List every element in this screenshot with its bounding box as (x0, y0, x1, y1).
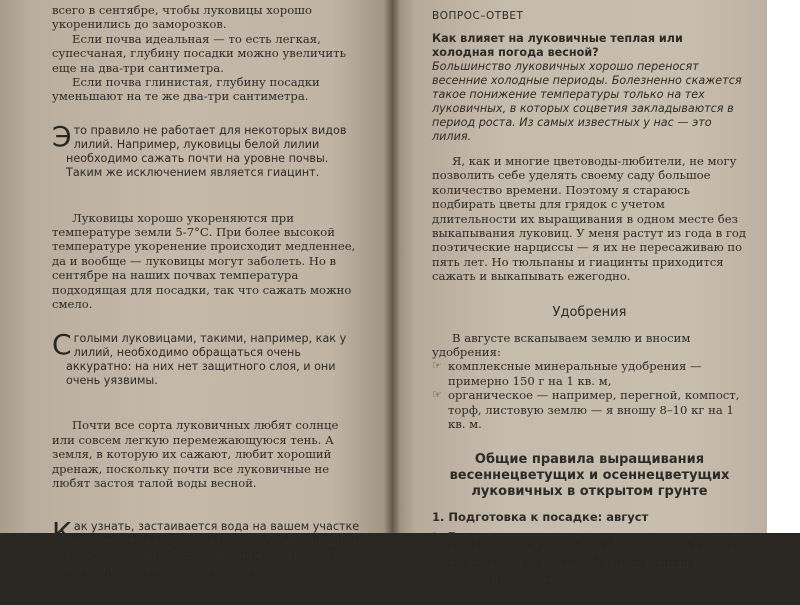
section-heading: Удобрения (552, 304, 627, 320)
paragraph: Луковицы хорошо укореняются при температуре земли 5-7°С. При более высокой температуре укоренение происходит медленнее, да и вообще — луковицы могут заболеть. Но в сентябре на наших почвах температура подходящая для посадки, так что сажать можно смело. (52, 210, 356, 312)
callout-text: голыми луковицами, такими, например, как у лилий, необходимо обращаться очень аккуратно: на них нет защитного слоя, и они очень уязвимы. (66, 331, 347, 388)
right-page (392, 0, 767, 605)
drop-cap: К (52, 516, 72, 550)
running-head: ВОПРОС–ОТВЕТ (432, 10, 524, 22)
callout-text: то правило не работает для некоторых видов лилий. Например, луковицы белой лилии необходимо сажать почти на уровне почвы. Таким же исключением является гиацинт. (66, 123, 347, 180)
drop-cap: С (52, 327, 72, 361)
hand-pointer-icon: ☞ (432, 359, 442, 373)
book-gutter (384, 0, 400, 533)
callout-note (52, 327, 364, 389)
section-heading: Общие правила выращивания весеннецветущих и осеннецветущих луковичных в открытом грунте (449, 451, 730, 499)
list-item (432, 388, 747, 431)
list-item-text: комплексные минеральные удобрения — примерно 150 г на 1 кв. м, (448, 359, 702, 388)
list-item-text: Вот мы впервые держим в руках луковицы — то ли тюльпанов, то ли нарциссов, то ли лилий, то ли крокусов — неважно. Мы их купили в магазине, заказали по (448, 528, 744, 586)
list-item (432, 359, 747, 388)
left-page (0, 0, 392, 576)
callout-note (52, 119, 364, 181)
drop-cap: Э (52, 119, 72, 153)
page-number: 2* (432, 592, 445, 605)
background-margin (767, 0, 800, 533)
qa-answer: Большинство луковичных хорошо переносят весенние холодные периоды. Болезненно скажется такое понижение температуры только на тех луковичных, в которых соцветия закладываются в период роста. Из самых известных у нас — это лилия. (432, 60, 742, 143)
paragraph: Если почва глинистая, глубину посадки уменьшают на те же два-три сантиметра. (52, 75, 320, 104)
paragraph: Почти все сорта луковичных любят солнце или совсем легкую перемежающуюся тень. А земля, в которую их сажают, любит хороший дренаж, поскольку почти все луковичные не любят застоя талой воды весной. (52, 418, 339, 490)
qa-question: Как влияет на луковичные теплая или холодная погода весной? (432, 32, 683, 59)
callout-note (52, 516, 364, 577)
list-item (432, 529, 747, 587)
paragraph: В августе вскапываем землю и вносим удобрения: (432, 330, 691, 360)
paragraph: Если почва идеальная — то есть легкая, супесчаная, глубину посадки можно увеличить еще на два-три сантиметра. (52, 31, 346, 75)
subsection-heading: 1. Подготовка к посадке: август (432, 509, 649, 524)
hand-pointer-icon: ☞ (432, 528, 442, 542)
hand-pointer-icon: ☞ (432, 388, 442, 402)
paragraph: всего в сентябре, чтобы луковицы хорошо укоренились до заморозков. (52, 3, 312, 32)
paragraph: Я, как и многие цветоводы-любители, не могу позволить себе уделять своему саду большое количество времени. Поэтому я стараюсь подбирать цветы для грядок с учетом длительности их выращивания в одном месте без выкапывания луковиц. У меня растут из года в год поэтические нарциссы — я их не пересаживаю по пять лет. Но тюльпаны и гиацинты приходится сажать и выкапывать ежегодно. (432, 154, 747, 284)
callout-text: ак узнать, застаивается вода на вашем участке или нет? Нужно выкопать лунку глубиной 20 см и наполнить водой. Если дренаж почвы хороший, через полчаса воды в лунке почти не останется. (66, 520, 363, 576)
list-item-text: органическое — например, перегной, компост, торф, листовую землю — я вношу 8–10 кг на 1 кв. м. (448, 388, 740, 432)
